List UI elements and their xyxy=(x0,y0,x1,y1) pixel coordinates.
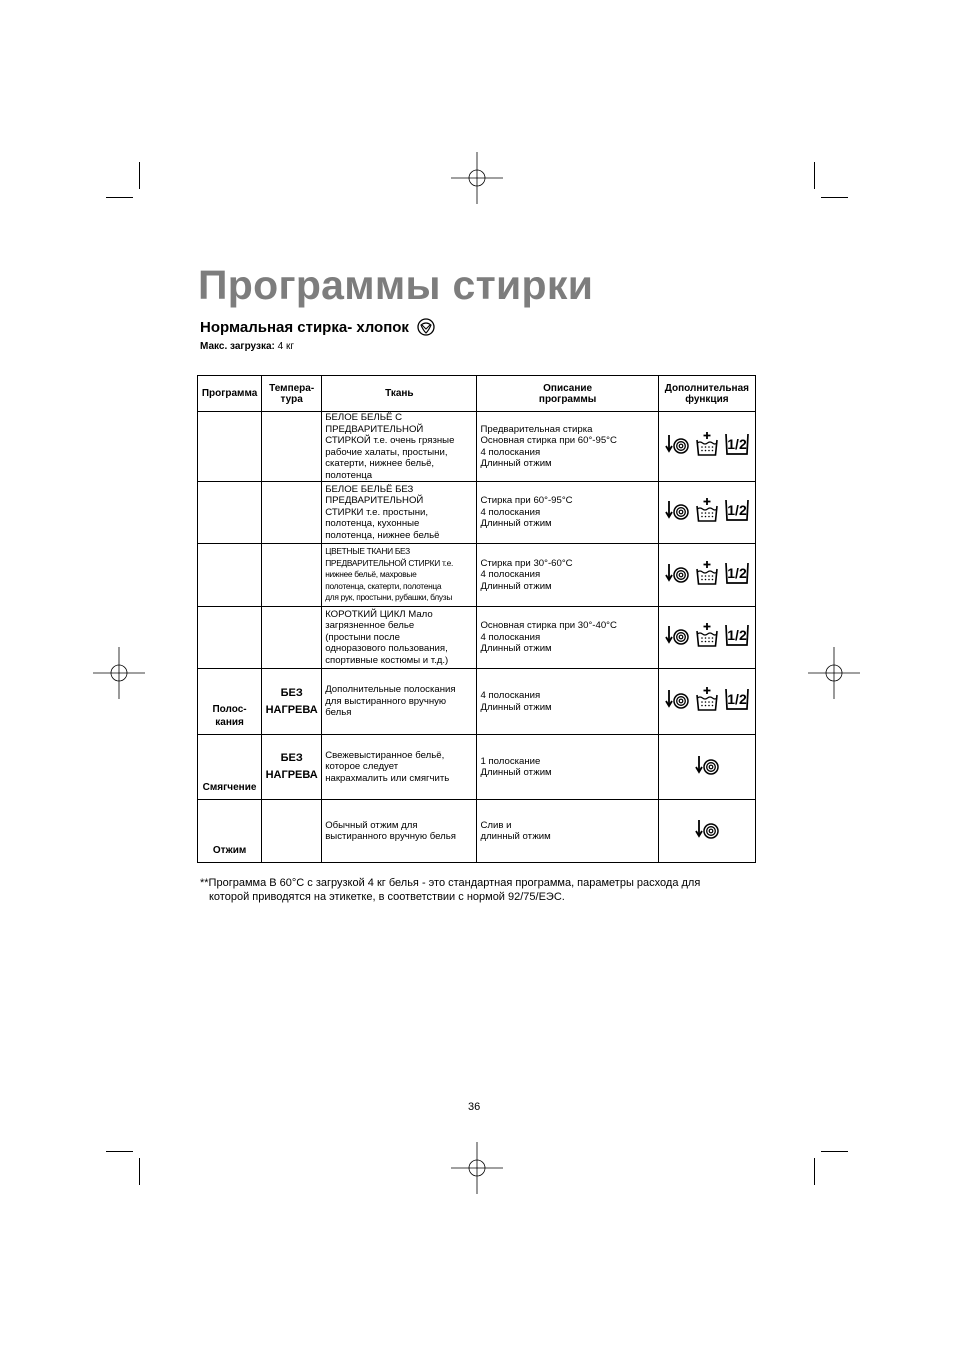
program-description xyxy=(477,544,658,607)
fabric-line: ПРЕДВАРИТЕЛЬНОЙ xyxy=(325,495,424,507)
header-description: Описание программы xyxy=(477,376,658,412)
header-temperature: Темпера- тура xyxy=(262,376,322,412)
crop-mark xyxy=(139,162,140,189)
description-line: длинный отжим xyxy=(480,831,551,842)
program-name: Отжим xyxy=(198,800,262,863)
half-load-icon xyxy=(724,432,750,461)
fabric-line: нижнее бельё, махровые xyxy=(325,569,417,580)
registration-mark-icon xyxy=(451,152,503,204)
program-description xyxy=(477,800,658,863)
half-load-icon xyxy=(724,623,750,652)
table-row xyxy=(198,607,756,669)
rinse-plus-icon xyxy=(695,686,719,717)
fabric-line: загрязненное белье xyxy=(325,620,415,632)
fabric-line: Обычный отжим для xyxy=(325,819,418,831)
fabric-line: КОРОТКИЙ ЦИКЛ Мало xyxy=(325,608,433,620)
cotton-symbol-icon xyxy=(417,318,435,336)
program-description xyxy=(477,669,658,735)
registration-mark-icon xyxy=(808,647,860,699)
table-row xyxy=(198,800,756,863)
crop-mark xyxy=(814,1158,815,1185)
spin-icon xyxy=(694,754,720,781)
extra-functions xyxy=(658,669,755,735)
fabric-line: для выстиранного вручную xyxy=(325,695,447,707)
spin-icon xyxy=(664,499,690,526)
table-header-row xyxy=(198,376,756,412)
program-name xyxy=(198,412,262,482)
fabric-line: полотенца, нижнее бельё xyxy=(325,529,440,541)
program-description xyxy=(477,482,658,544)
table-row xyxy=(198,412,756,482)
fabric-line: выстиранного вручную белья xyxy=(325,831,456,842)
fabric-line: СТИРКИ т.е. простыни, xyxy=(325,506,429,518)
table-row xyxy=(198,735,756,800)
fabric-description xyxy=(322,669,477,735)
fabric-description xyxy=(322,412,477,482)
header-fabric: Ткань xyxy=(322,376,477,412)
fabric-line: скатерти, нижнее бельё, xyxy=(325,458,435,469)
fabric-line: (простыни после xyxy=(325,631,400,643)
table-row xyxy=(198,544,756,607)
fabric-line: СТИРКОЙ т.е. очень грязные xyxy=(325,435,455,446)
registration-mark-icon xyxy=(93,647,145,699)
extra-functions xyxy=(658,607,755,669)
rinse-plus-icon xyxy=(695,622,719,653)
header-program: Программа xyxy=(198,376,262,412)
fabric-line: ЦВЕТНЫЕ ТКАНИ БЕЗ xyxy=(325,546,410,557)
spin-icon xyxy=(694,818,720,845)
fabric-description xyxy=(322,607,477,669)
description-line: 4 полоскания xyxy=(480,446,541,458)
temperature xyxy=(262,607,322,669)
half-load-label: 1/2 xyxy=(727,691,747,707)
description-line: Длинный отжим xyxy=(480,643,552,655)
section-title-text: Нормальная стирка- хлопок xyxy=(200,318,409,336)
fabric-line: полотенца xyxy=(325,469,373,481)
fabric-description xyxy=(322,544,477,607)
table-row xyxy=(198,482,756,544)
fabric-line: полотенца, скатерти, полотенца xyxy=(325,580,442,591)
half-load-label: 1/2 xyxy=(727,502,747,518)
description-line: 4 полоскания xyxy=(480,506,541,518)
table-row xyxy=(198,669,756,735)
description-line: Длинный отжим xyxy=(480,701,552,713)
footnote xyxy=(200,876,760,904)
footnote-line: **Программа В 60°С с загрузкой 4 кг белья - это стандартная программа, параметры расхода для xyxy=(200,877,701,889)
description-line: 4 полоскания xyxy=(480,569,541,581)
crop-mark xyxy=(821,1151,848,1152)
fabric-line: белья xyxy=(325,707,352,719)
half-load-icon xyxy=(724,561,750,590)
footnote-line: которой приводятся на этикетке, в соответствии с нормой 92/75/ЕЭС. xyxy=(209,891,565,903)
spin-icon xyxy=(664,688,690,715)
fabric-line: ПРЕДВАРИТЕЛЬНОЙ СТИРКИ т.е. xyxy=(325,557,454,568)
program-name: Смягчение xyxy=(198,735,262,800)
programs-table xyxy=(197,375,756,863)
temperature: БЕЗ НАГРЕВА xyxy=(262,735,322,800)
description-line: Основная стирка при 30°-40°С xyxy=(480,620,617,632)
extra-functions xyxy=(658,800,755,863)
half-load-label: 1/2 xyxy=(727,564,747,581)
extra-functions xyxy=(658,544,755,607)
description-line: 1 полоскание xyxy=(480,755,541,767)
crop-mark xyxy=(821,197,848,198)
page-title: Программы стирки xyxy=(198,262,594,308)
fabric-line: ПРЕДВАРИТЕЛЬНОЙ xyxy=(325,423,424,435)
max-load xyxy=(200,341,294,352)
description-line: Слив и xyxy=(480,819,512,831)
fabric-line: полотенца, кухонные xyxy=(325,518,420,530)
fabric-description xyxy=(322,482,477,544)
fabric-line: БЕЛОЕ БЕЛЬЁ С xyxy=(325,412,403,423)
crop-mark xyxy=(106,1151,133,1152)
temperature xyxy=(262,482,322,544)
temperature xyxy=(262,800,322,863)
program-name xyxy=(198,482,262,544)
fabric-line: рабочие халаты, простыни, xyxy=(325,446,448,458)
max-load-value: 4 кг xyxy=(277,341,294,352)
program-description xyxy=(477,607,658,669)
registration-mark-icon xyxy=(451,1142,503,1194)
description-line: Длинный отжим xyxy=(480,580,552,592)
extra-functions xyxy=(658,482,755,544)
extra-functions xyxy=(658,412,755,482)
section-title xyxy=(200,318,435,336)
fabric-line: накрахмалить или смягчить xyxy=(325,772,450,784)
half-load-label: 1/2 xyxy=(727,627,747,643)
program-name: Полос- кания xyxy=(198,669,262,735)
description-line: Стирка при 60°-95°С xyxy=(480,495,573,507)
description-line: Длинный отжим xyxy=(480,458,552,469)
description-line: Основная стирка при 60°-95°С xyxy=(480,435,617,446)
description-line: Длинный отжим xyxy=(480,767,552,778)
page-number: 36 xyxy=(468,1101,481,1113)
description-line: Предварительная стирка xyxy=(480,423,593,435)
temperature: БЕЗ НАГРЕВА xyxy=(262,669,322,735)
spin-icon xyxy=(664,624,690,651)
fabric-description xyxy=(322,800,477,863)
program-description xyxy=(477,412,658,482)
temperature xyxy=(262,544,322,607)
fabric-line: Дополнительные полоскания xyxy=(325,684,456,696)
description-line: 4 полоскания xyxy=(480,631,541,643)
half-load-label: 1/2 xyxy=(727,436,747,452)
temperature xyxy=(262,412,322,482)
crop-mark xyxy=(814,162,815,189)
crop-mark xyxy=(106,197,133,198)
fabric-line: для рук, простыни, рубашки, блузы xyxy=(325,592,453,603)
spin-icon xyxy=(664,433,690,460)
program-name xyxy=(198,544,262,607)
header-extra-function: Дополнительная функция xyxy=(658,376,755,412)
half-load-icon xyxy=(724,498,750,527)
description-line: Длинный отжим xyxy=(480,518,552,530)
rinse-plus-icon xyxy=(695,497,719,528)
extra-functions xyxy=(658,735,755,800)
description-line: 4 полоскания xyxy=(480,690,541,701)
half-load-icon xyxy=(724,687,750,716)
fabric-line: спортивные костюмы и т.д.) xyxy=(325,654,449,666)
fabric-line: БЕЛОЕ БЕЛЬЁ БЕЗ xyxy=(325,483,414,495)
max-load-label: Макс. загрузка: xyxy=(200,341,275,352)
crop-mark xyxy=(139,1158,140,1185)
description-line: Стирка при 30°-60°С xyxy=(480,557,573,569)
spin-icon xyxy=(664,562,690,589)
program-name xyxy=(198,607,262,669)
program-description xyxy=(477,735,658,800)
fabric-line: одноразового пользования, xyxy=(325,643,448,655)
rinse-plus-icon xyxy=(695,431,719,462)
rinse-plus-icon xyxy=(695,560,719,591)
fabric-description xyxy=(322,735,477,800)
fabric-line: Свежевыстиранное бельё, xyxy=(325,749,445,761)
fabric-line: которое следует xyxy=(325,761,399,773)
